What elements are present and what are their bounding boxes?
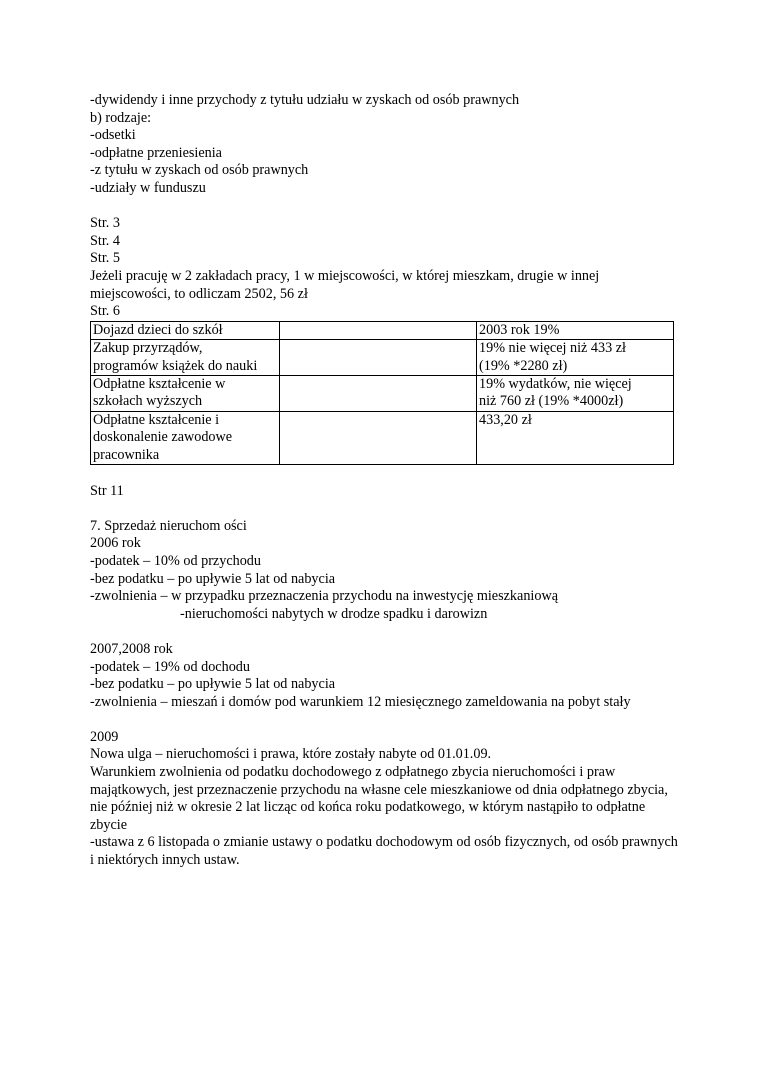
table-cell: Odpłatne kształcenie w szkołach wyższych <box>91 375 280 411</box>
deductions-table <box>90 321 674 465</box>
year-heading: 2006 rok <box>90 535 141 552</box>
page-reference: Str. 3 <box>90 215 120 232</box>
text-line: -z tytułu w zyskach od osób prawnych <box>90 162 309 179</box>
document-page <box>90 92 680 870</box>
table-row <box>91 375 674 411</box>
text-line: -bez podatku – po upływie 5 lat od nabycia <box>90 570 336 587</box>
text-line: -udziały w funduszu <box>90 179 206 196</box>
page-reference: Str 11 <box>90 482 124 499</box>
page-reference: Str. 5 <box>90 250 120 267</box>
text-line: -podatek – 19% od dochodu <box>90 658 250 675</box>
text-line: -dywidendy i inne przychody z tytułu udziału w zyskach od osób prawnych <box>90 92 520 108</box>
section-heading: 7. Sprzedaż nieruchom ości <box>90 517 247 534</box>
text-line: -podatek – 10% od przychodu <box>90 552 261 569</box>
blank-line <box>90 623 680 641</box>
paragraph: -ustawa z 6 listopada o zmianie ustawy o podatku dochodowym od osób fizycznych, od osób prawnych i niektórych innych ustaw. <box>90 834 682 869</box>
page-reference: Str. 4 <box>90 232 120 249</box>
table-cell: Odpłatne kształcenie i doskonalenie zawodowe pracownika <box>91 411 280 464</box>
table-cell <box>280 340 477 376</box>
paragraph: Warunkiem zwolnienia od podatku dochodowego z odpłatnego zbycia nieruchomości i praw majątkowych, jest przeznaczenie przychodu na własne cele mieszkaniowe od dnia odpłatnego zbycia, nie później niż w okresie 2 lat licząc od końca roku podatkowego, w którym nastąpiło to odpłatne zbycie <box>90 764 672 833</box>
table-cell <box>280 375 477 411</box>
table-cell: Zakup przyrządów, programów książek do nauki <box>91 340 280 376</box>
text-line: Nowa ulga – nieruchomości i prawa, które zostały nabyte od 01.01.09. <box>90 746 492 763</box>
blank-line <box>90 711 680 729</box>
table-cell: 433,20 zł <box>477 411 674 464</box>
page-reference: Str. 6 <box>90 303 120 320</box>
table-cell: 2003 rok 19% <box>477 321 674 339</box>
year-heading: 2009 <box>90 728 119 745</box>
table-row <box>91 321 674 339</box>
blank-line <box>90 198 680 216</box>
text-line-indented: -nieruchomości nabytych w drodze spadku i darowizn <box>180 605 488 622</box>
text-line: -odpłatne przeniesienia <box>90 144 222 161</box>
text-line: -bez podatku – po upływie 5 lat od nabycia <box>90 676 336 693</box>
table-cell: 19% wydatków, nie więcej niż 760 zł (19% *4000zł) <box>477 375 674 411</box>
text-line: -zwolnienia – w przypadku przeznaczenia przychodu na inwestycję mieszkaniową <box>90 588 558 605</box>
table-cell: Dojazd dzieci do szkół <box>91 321 280 339</box>
year-heading: 2007,2008 rok <box>90 640 173 657</box>
table-cell <box>280 411 477 464</box>
text-line: -zwolnienia – mieszań i domów pod warunkiem 12 miesięcznego zameldowania na pobyt stały <box>90 693 631 710</box>
text-line: b) rodzaje: <box>90 109 152 126</box>
table-row <box>91 340 674 376</box>
blank-line <box>90 500 680 518</box>
text-line: -odsetki <box>90 127 136 144</box>
table-row <box>91 411 674 464</box>
table-cell <box>280 321 477 339</box>
blank-line <box>90 465 680 483</box>
table-cell: 19% nie więcej niż 433 zł (19% *2280 zł) <box>477 340 674 376</box>
paragraph: Jeżeli pracuję w 2 zakładach pracy, 1 w miejscowości, w której mieszkam, drugie w innej miejscowości, to odliczam 2502, 56 zł <box>90 267 603 302</box>
